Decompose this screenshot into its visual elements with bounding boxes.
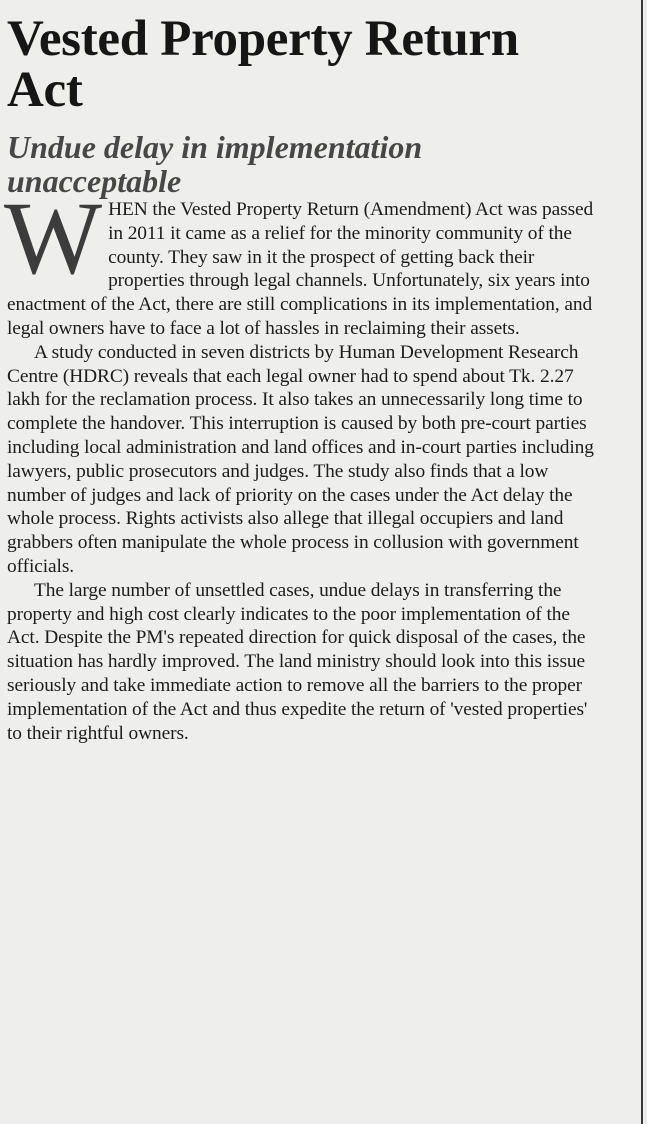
paragraph-3: The large number of unsettled cases, undue delays in transferring the property and high cost clearly indicates to the poor implementation of the Act. Despite the PM's repeated direction for quick disposal of the cases, the situation has hardly improved. The land ministry should look into this issue seriously and take immediate action to remove all the barriers to the proper implementation of the Act and thus expedite the return of 'vested properties' to their rightful owners. <box>7 579 588 744</box>
headline: Vested Property Return Act <box>7 11 519 118</box>
article-body <box>4 181 603 745</box>
paragraph-2: A study conducted in seven districts by Human Development Research Centre (HDRC) reveals that each legal owner had to spend about Tk. 2.27 lakh for the reclamation process. It also takes an unnecessarily long time to complete the handover. This interruption is caused by both pre-court parties including local administration and land offices and in-court parties including lawyers, public prosecutors and judges. The study also finds that a low number of judges and lack of priority on the cases under the Act delay the whole process. Rights activists also allege that illegal occupiers and land grabbers often manipulate the whole process in collusion with government officials. <box>7 341 594 577</box>
paragraph-1-text: HEN the Vested Property Return (Amendment) Act was passed in 2011 it came as a relief for the minority community of the county. They saw in it the prospect of getting back their properties through legal channels. Unfortunately, six years into enactment of the Act, there are still complications in its implementation, and legal owners have to face a lot of hassles in reclaiming their assets. <box>7 199 594 339</box>
column-rule <box>641 0 643 1124</box>
drop-cap: W <box>4 181 103 296</box>
editorial-article <box>4 11 603 745</box>
subhead: Undue delay in implementation unacceptable <box>7 129 423 199</box>
paragraph-1 <box>4 181 603 341</box>
